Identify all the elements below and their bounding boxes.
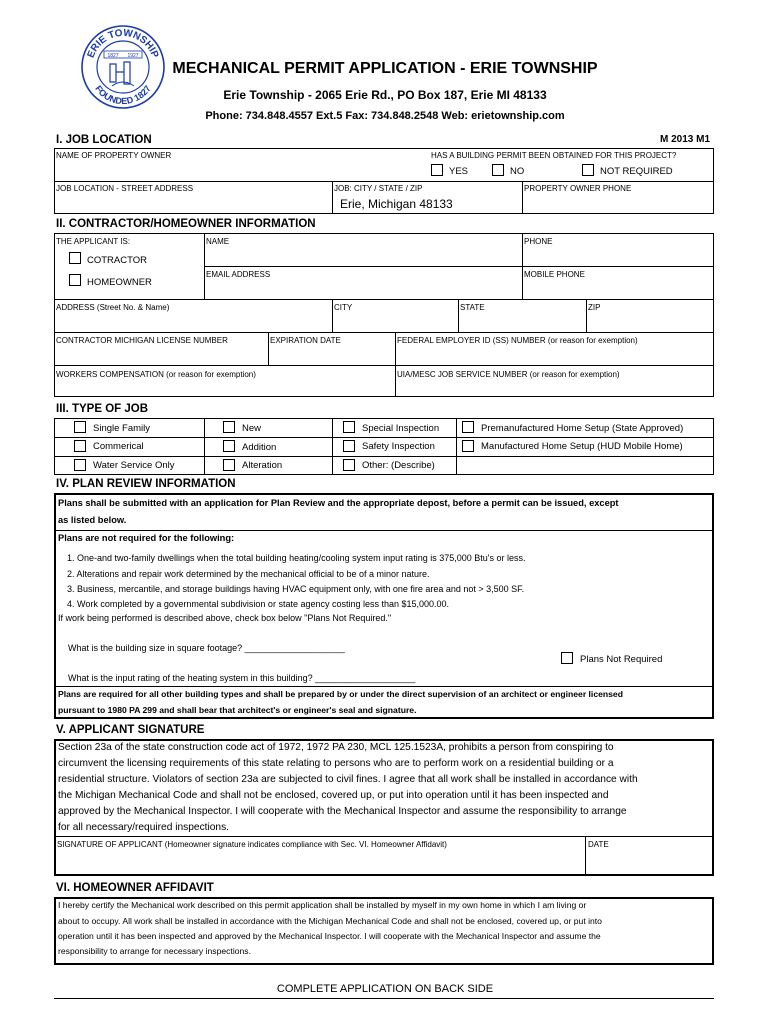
seal-year-left: 1827 (107, 53, 119, 59)
permit-not-required-checkbox[interactable] (582, 164, 594, 176)
form-title: MECHANICAL PERMIT APPLICATION - ERIE TOWNSHIP (172, 60, 598, 77)
city-state-zip-value[interactable]: Erie, Michigan 48133 (340, 197, 453, 211)
exemption-item-2: 2. Alterations and repair work determined by the mechanical official to be of a minor nature. (67, 569, 430, 579)
zip-label: ZIP (588, 303, 601, 312)
affidavit-line-1: I hereby certify the Mechanical work described on this permit application shall be installed by myself in my own home in which I am living or (58, 900, 587, 910)
exemption-item-1: 1. One-and two-family dwellings when the total building heating/cooling system input rating is 375,000 Btu's or less. (67, 553, 526, 563)
statute-line-4: the Michigan Mechanical Code and shall not be enclosed, covered up, or put into operation until it has been inspected and (58, 790, 609, 801)
affidavit-line-2: about to occupy. All work shall be installed in accordance with the Michigan Mechanical Code and shall not be enclosed, covered up, or put into (58, 916, 602, 926)
water-service-checkbox[interactable] (74, 459, 86, 471)
new-checkbox[interactable] (223, 421, 235, 433)
contractor-checkbox[interactable] (69, 252, 81, 264)
plans-required-line2: pursuant to 1980 PA 299 and shall bear that architect's or engineer's seal and signature. (58, 705, 417, 715)
premanufactured-checkbox[interactable] (462, 421, 474, 433)
plans-required-line1: Plans are required for all other building types and shall be prepared by or under the direct supervision of an architect or engineer licensed (58, 689, 623, 699)
single-family-checkbox[interactable] (74, 421, 86, 433)
exemption-item-3: 3. Business, mercantile, and storage buildings having HVAC equipment only, with one fire area and not > 3,500 SF. (67, 584, 525, 594)
mobile-phone-label: MOBILE PHONE (524, 270, 585, 279)
alteration-label: Alteration (242, 460, 283, 471)
addition-checkbox[interactable] (223, 440, 235, 452)
plan-review-intro-line2: as listed below. (58, 515, 127, 525)
signature-label[interactable]: SIGNATURE OF APPLICANT (Homeowner signature indicates compliance with Sec. VI. Homeowner Affidavit) (57, 840, 447, 849)
building-size-question[interactable]: What is the building size in square footage? ____________________ (68, 643, 345, 653)
statute-line-5: approved by the Mechanical Inspector. I will cooperate with the Mechanical Inspector and assume the responsibility to arrange (58, 806, 627, 817)
township-contact: Phone: 734.848.4557 Ext.5 Fax: 734.848.2548 Web: erietownship.com (205, 110, 565, 122)
statute-line-2: circumvent the licensing requirements of this state relating to persons who are to perform work on a residential building or a (58, 758, 614, 769)
permit-no-label: NO (510, 166, 525, 177)
safety-inspection-checkbox[interactable] (343, 440, 355, 452)
manufactured-checkbox[interactable] (462, 440, 474, 452)
permit-not-required-label: NOT REQUIRED (600, 166, 673, 177)
alteration-checkbox[interactable] (223, 459, 235, 471)
street-address-label: JOB LOCATION - STREET ADDRESS (56, 184, 194, 193)
exemption-item-4: 4. Work completed by a governmental subdivision or state agency costing less than $15,000.00. (67, 599, 450, 609)
input-rating-question[interactable]: What is the input rating of the heating system in this building? ____________________ (68, 673, 416, 683)
section-job-location-heading: I. JOB LOCATION (56, 134, 152, 146)
section-homeowner-affidavit-heading: VI. HOMEOWNER AFFIDAVIT (56, 882, 214, 894)
applicant-is-label: THE APPLICANT IS: (56, 237, 131, 246)
if-work-described-note: If work being performed is described above, check box below "Plans Not Required." (58, 613, 392, 623)
special-inspection-checkbox[interactable] (343, 421, 355, 433)
water-service-label: Water Service Only (93, 460, 175, 471)
single-family-label: Single Family (93, 423, 151, 434)
affidavit-line-3: operation until it has been inspected and approved by the Mechanical Inspector. I will cooperate with the Mechanical Inspector and assume the (58, 931, 601, 941)
other-checkbox[interactable] (343, 459, 355, 471)
section-applicant-signature-heading: V. APPLICANT SIGNATURE (56, 724, 205, 736)
seal-year-right: 1927 (127, 53, 139, 59)
federal-id-label: FEDERAL EMPLOYER ID (SS) NUMBER (or reason for exemption) (397, 336, 638, 345)
contractor-label: COTRACTOR (87, 255, 147, 266)
section-plan-review-heading: IV. PLAN REVIEW INFORMATION (56, 478, 236, 490)
affidavit-line-4: responsibility to arrange for necessary inspections. (58, 946, 251, 956)
special-inspection-label: Special Inspection (362, 423, 440, 434)
email-label: EMAIL ADDRESS (206, 270, 271, 279)
address-label: ADDRESS (Street No. & Name) (56, 303, 170, 312)
form-code: M 2013 M1 (660, 134, 711, 145)
phone-label: PHONE (524, 237, 553, 246)
permit-yes-checkbox[interactable] (431, 164, 443, 176)
svg-text:ERIE TOWNSHIP (86, 28, 161, 60)
uia-label: UIA/MESC JOB SERVICE NUMBER (or reason for exemption) (397, 370, 620, 379)
homeowner-checkbox[interactable] (69, 274, 81, 286)
new-label: New (242, 423, 262, 434)
safety-inspection-label: Safety Inspection (362, 441, 435, 452)
workers-comp-label: WORKERS COMPENSATION (or reason for exemption) (56, 370, 256, 379)
manufactured-label: Manufactured Home Setup (HUD Mobile Home) (481, 441, 683, 452)
other-label: Other: (Describe) (362, 460, 435, 471)
statute-line-1: Section 23a of the state construction code act of 1972, 1972 PA 230, MCL 125.1523A, prohibits a person from conspiring to (58, 742, 614, 753)
state-label: STATE (460, 303, 485, 312)
license-label: CONTRACTOR MICHIGAN LICENSE NUMBER (56, 336, 228, 345)
addition-label: Addition (242, 442, 277, 453)
township-address: Erie Township - 2065 Erie Rd., PO Box 187, Erie MI 48133 (223, 88, 547, 102)
permit-yes-label: YES (449, 166, 469, 177)
section-contractor-heading: II. CONTRACTOR/HOMEOWNER INFORMATION (56, 218, 316, 230)
plans-not-required-heading: Plans are not required for the following: (58, 533, 235, 543)
commercial-label: Commerical (93, 441, 144, 452)
plans-not-required-label: Plans Not Required (580, 654, 663, 665)
date-label[interactable]: DATE (588, 840, 609, 849)
city-label: CITY (334, 303, 353, 312)
plan-review-intro-line1: Plans shall be submitted with an application for Plan Review and the appropriate depost, before a permit can be issued, except (58, 498, 619, 508)
permit-question-label: HAS A BUILDING PERMIT BEEN OBTAINED FOR THIS PROJECT? (431, 151, 677, 160)
permit-no-checkbox[interactable] (492, 164, 504, 176)
statute-line-6: for all necessary/required inspections. (58, 822, 230, 833)
plans-not-required-checkbox[interactable] (561, 652, 573, 664)
footer-note: COMPLETE APPLICATION ON BACK SIDE (276, 983, 494, 995)
section-type-of-job-heading: III. TYPE OF JOB (56, 403, 149, 415)
owner-phone-label: PROPERTY OWNER PHONE (524, 184, 632, 193)
premanufactured-label: Premanufactured Home Setup (State Approved) (481, 423, 684, 434)
owner-name-label: NAME OF PROPERTY OWNER (56, 151, 172, 160)
statute-line-3: residential structure. Violators of section 23a are subjected to civil fines. I agree that all work shall be installed in accordance with (58, 774, 638, 785)
seal-top-text: ERIE TOWNSHIP (85, 27, 161, 60)
seal-bottom-text: FOUNDED 1827 (93, 83, 153, 107)
name-label: NAME (206, 237, 230, 246)
expiration-label: EXPIRATION DATE (270, 336, 341, 345)
homeowner-label: HOMEOWNER (87, 277, 152, 288)
city-state-zip-label: JOB: CITY / STATE / ZIP (334, 184, 423, 193)
commercial-checkbox[interactable] (74, 440, 86, 452)
